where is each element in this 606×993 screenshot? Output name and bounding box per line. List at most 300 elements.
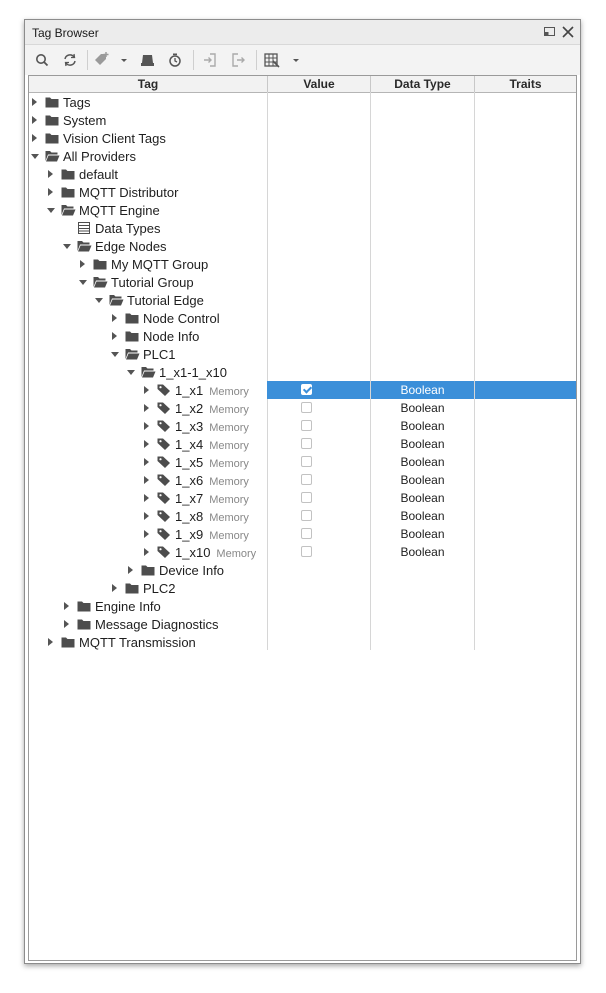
tag-name: MQTT Engine [79,203,160,218]
refresh-icon[interactable] [61,51,79,69]
tag-icon [157,528,171,540]
tag-name: Message Diagnostics [95,617,219,632]
value-cell [267,327,370,345]
expand-arrow-icon[interactable] [144,530,149,538]
tree-row[interactable] [29,111,577,129]
tree-cell [29,147,267,165]
tag-source-type: Memory [209,476,249,488]
tree-cell [29,615,267,633]
table-dropdown-icon[interactable] [291,51,301,69]
data-type-cell [371,471,474,489]
tree-row[interactable] [29,615,577,633]
history-icon[interactable] [166,51,184,69]
data-type-value: Boolean [400,473,445,487]
tree-item-label[interactable] [63,95,90,110]
tag-name: Node Control [143,311,220,326]
tree-cell [29,381,267,399]
data-type-cell [371,525,474,543]
tree-cell [29,111,267,129]
tree-row[interactable] [29,219,577,237]
tree-row[interactable] [29,561,577,579]
traits-cell [475,579,577,597]
tree-row[interactable] [29,525,577,543]
tag-name: Node Info [143,329,200,344]
data-type-value: Boolean [400,527,445,541]
data-type-cell [371,363,474,381]
tree-item-label[interactable] [79,203,160,218]
tree-item-label[interactable] [79,167,118,182]
value-cell [267,219,370,237]
tree-item-label[interactable] [175,509,249,524]
tag-icon [157,402,171,414]
traits-cell [475,345,577,363]
traits-cell [475,219,577,237]
expand-arrow-icon[interactable] [144,512,149,520]
expand-arrow-icon[interactable] [32,134,37,142]
value-cell [267,309,370,327]
tree-item-label[interactable] [143,311,220,326]
expand-arrow-icon[interactable] [112,584,117,592]
tree-cell [29,489,267,507]
folder-open-icon [45,150,59,162]
collapse-arrow-icon[interactable] [127,370,135,375]
tree-cell [29,561,267,579]
tree-item-label[interactable] [175,383,249,398]
folder-icon [61,186,75,198]
tree-item-label[interactable] [143,329,199,344]
tree-row[interactable] [29,201,577,219]
data-type-cell [371,183,474,201]
data-type-value: Boolean [400,419,445,433]
value-checkbox[interactable] [301,474,312,485]
tree-row[interactable] [29,363,577,381]
tree-item-label[interactable] [95,617,219,632]
folder-open-icon [93,276,107,288]
value-cell [267,345,370,363]
data-type-cell [371,165,474,183]
traits-cell [475,435,577,453]
folder-icon [141,564,155,576]
tag-source-type: Memory [209,386,249,398]
tag-name: 1_x6 [175,473,204,488]
data-type-value: Boolean [400,509,445,523]
tree-row[interactable] [29,129,577,147]
data-type-cell [371,435,474,453]
expand-arrow-icon[interactable] [144,494,149,502]
tag-name: 1_x2 [175,401,204,416]
tree-cell [29,219,267,237]
traits-cell [475,525,577,543]
traits-cell [475,201,577,219]
value-checkbox[interactable] [301,528,312,539]
tag-name: 1_x1 [175,383,204,398]
expand-arrow-icon[interactable] [144,422,149,430]
tag-source-type: Memory [209,494,249,506]
tree-cell [29,453,267,471]
collapse-arrow-icon[interactable] [95,298,103,303]
folder-open-icon [125,348,139,360]
tree-cell [29,471,267,489]
close-icon[interactable] [561,25,575,39]
search-icon[interactable] [33,51,51,69]
data-type-cell [371,93,474,111]
tag-name: MQTT Transmission [79,635,196,650]
tag-source-type: Memory [209,440,249,452]
tag-name: Tutorial Edge [127,293,204,308]
add-tag-dropdown-icon[interactable] [119,51,129,69]
value-cell[interactable] [267,399,370,417]
tag-tree-table [28,75,577,961]
tree-row[interactable] [29,507,577,525]
tree-row[interactable] [29,165,577,183]
value-cell[interactable] [267,417,370,435]
tree-item-label[interactable] [111,257,208,272]
tree-item-label[interactable] [159,365,227,380]
tree-item-label[interactable] [159,563,224,578]
folder-icon [45,96,59,108]
data-type-cell [371,597,474,615]
value-cell [267,633,370,651]
data-type-cell [371,237,474,255]
server-icon[interactable] [139,51,157,69]
toolbar [25,44,580,75]
tree-item-label[interactable] [175,455,249,470]
tag-source-type: Memory [216,548,257,560]
tree-item-label[interactable] [175,527,249,542]
tree-item-label[interactable] [175,419,249,434]
tree-cell [29,309,267,327]
data-type-cell [371,219,474,237]
tree-row[interactable] [29,543,577,561]
tree-row[interactable] [29,273,577,291]
expand-arrow-icon[interactable] [32,98,37,106]
expand-arrow-icon[interactable] [144,548,149,556]
add-tag-icon[interactable] [93,51,111,69]
tree-row[interactable] [29,597,577,615]
tree-cell [29,183,267,201]
folder-icon [45,114,59,126]
tag-icon [157,456,171,468]
traits-cell [475,165,577,183]
value-cell[interactable] [267,435,370,453]
tag-name: Edge Nodes [95,239,167,254]
value-cell [267,255,370,273]
tag-name: Engine Info [95,599,161,614]
data-type-value: Boolean [400,491,445,505]
folder-icon [125,582,139,594]
tree-row[interactable] [29,633,577,651]
tree-row[interactable] [29,471,577,489]
tree-cell [29,327,267,345]
expand-arrow-icon[interactable] [32,116,37,124]
value-cell[interactable] [267,489,370,507]
data-type-cell [371,579,474,597]
folder-icon [125,330,139,342]
tree-cell [29,633,267,651]
tree-cell [29,165,267,183]
expand-arrow-icon[interactable] [144,440,149,448]
value-cell [267,579,370,597]
data-type-cell [371,453,474,471]
column-header-value[interactable]: Value [268,76,371,92]
expand-arrow-icon[interactable] [144,458,149,466]
tree-item-label[interactable] [79,635,196,650]
value-checkbox[interactable] [301,546,312,557]
tree-item-label[interactable] [95,599,161,614]
value-cell [267,111,370,129]
expand-arrow-icon[interactable] [128,566,133,574]
tag-name: default [79,167,119,182]
value-cell [267,129,370,147]
traits-cell [475,471,577,489]
tree-row[interactable] [29,435,577,453]
collapse-arrow-icon[interactable] [31,154,39,159]
value-cell [267,93,370,111]
tree-row[interactable] [29,183,577,201]
value-cell [267,291,370,309]
expand-arrow-icon[interactable] [48,188,53,196]
tree-cell [29,525,267,543]
tree-item-label[interactable] [79,185,178,200]
data-type-cell [371,255,474,273]
folder-icon [45,132,59,144]
tree-cell [29,399,267,417]
tree-row[interactable] [29,255,577,273]
window-title: Tag Browser [32,26,99,40]
expand-arrow-icon[interactable] [64,602,69,610]
traits-cell [475,237,577,255]
column-divider [576,92,577,650]
tag-browser-panel [24,19,581,964]
tree-item-label[interactable] [95,221,161,236]
tree-cell [29,597,267,615]
tree-row[interactable] [29,399,577,417]
value-cell [267,273,370,291]
tag-name: 1_x5 [175,455,204,470]
expand-arrow-icon[interactable] [112,332,117,340]
column-header-data-type[interactable]: Data Type [371,76,475,92]
traits-cell [475,309,577,327]
tag-name: 1_x8 [175,509,204,524]
value-checkbox[interactable] [301,510,312,521]
traits-cell [475,597,577,615]
value-cell [267,147,370,165]
tree-item-label[interactable] [143,581,176,596]
tag-icon [157,474,171,486]
collapse-arrow-icon[interactable] [47,208,55,213]
tag-icon [157,420,171,432]
data-type-cell [371,111,474,129]
tag-icon [157,438,171,450]
tree-item-label[interactable] [175,545,256,560]
traits-cell [475,327,577,345]
data-type-cell [371,615,474,633]
value-checkbox[interactable] [301,384,312,395]
folder-open-icon [77,240,91,252]
tree-cell [29,201,267,219]
data-type-cell [371,273,474,291]
value-cell[interactable] [267,453,370,471]
tree-row[interactable] [29,309,577,327]
tag-name: My MQTT Group [111,257,209,272]
expand-arrow-icon[interactable] [48,170,53,178]
traits-cell [475,633,577,651]
traits-cell [475,273,577,291]
value-cell [267,597,370,615]
tag-name: Data Types [95,221,161,236]
tree-cell [29,345,267,363]
tree-cell [29,579,267,597]
data-type-cell [371,417,474,435]
traits-cell [475,615,577,633]
tag-icon [157,510,171,522]
value-checkbox[interactable] [301,402,312,413]
expand-arrow-icon[interactable] [144,386,149,394]
expand-arrow-icon[interactable] [64,620,69,628]
tree-cell [29,363,267,381]
tag-name: 1_x4 [175,437,204,452]
tag-name: 1_x1-1_x10 [159,365,227,380]
tree-row[interactable] [29,327,577,345]
tree-row[interactable] [29,381,577,399]
tag-source-type: Memory [209,530,249,542]
data-type-cell [371,129,474,147]
traits-cell [475,111,577,129]
tree-item-label[interactable] [175,437,249,452]
collapse-arrow-icon[interactable] [63,244,71,249]
data-type-cell [371,489,474,507]
data-type-cell [371,399,474,417]
traits-cell [475,489,577,507]
expand-arrow-icon[interactable] [112,314,117,322]
tree-row[interactable] [29,237,577,255]
expand-arrow-icon[interactable] [144,476,149,484]
tree-row[interactable] [29,417,577,435]
traits-cell [475,399,577,417]
tree-item-label[interactable] [111,275,194,290]
title-bar [25,20,580,44]
value-cell[interactable] [267,543,370,561]
tag-name: All Providers [63,149,136,164]
column-header-tag[interactable]: Tag [29,76,268,92]
float-window-icon[interactable] [543,25,557,39]
tag-name: PLC2 [143,581,176,596]
tag-source-type: Memory [209,512,249,524]
data-type-cell [371,327,474,345]
tree-cell [29,237,267,255]
tag-name: 1_x3 [175,419,204,434]
value-checkbox[interactable] [301,492,312,503]
data-type-cell [371,633,474,651]
folder-icon [125,312,139,324]
tree-item-label[interactable] [63,113,106,128]
tree-item-label[interactable] [175,401,249,416]
tree-cell [29,291,267,309]
tree-item-label[interactable] [127,293,204,308]
table-icon[interactable] [263,51,281,69]
data-type-cell [371,147,474,165]
tree-row[interactable] [29,147,577,165]
tag-icon [157,384,171,396]
column-header-traits[interactable]: Traits [509,77,542,91]
tag-icon [157,492,171,504]
traits-cell [475,183,577,201]
data-type-value: Boolean [400,383,445,397]
value-cell[interactable] [267,507,370,525]
value-cell [267,561,370,579]
data-type-cell [371,291,474,309]
collapse-arrow-icon[interactable] [111,352,119,357]
tag-name: Vision Client Tags [63,131,166,146]
data-type-cell [371,561,474,579]
value-cell[interactable] [267,381,370,399]
collapse-arrow-icon[interactable] [79,280,87,285]
traits-cell [475,417,577,435]
tree-row[interactable] [29,291,577,309]
traits-cell [475,255,577,273]
folder-icon [61,168,75,180]
traits-cell [475,363,577,381]
tree-item-label[interactable] [175,491,249,506]
tag-name: Tags [63,95,91,110]
traits-cell [475,543,577,561]
data-types-icon [77,222,91,234]
value-cell[interactable] [267,525,370,543]
traits-cell [475,507,577,525]
tree-row[interactable] [29,453,577,471]
import-icon[interactable] [201,51,219,69]
value-checkbox[interactable] [301,420,312,431]
tree-row[interactable] [29,579,577,597]
value-checkbox[interactable] [301,438,312,449]
tree-cell [29,255,267,273]
tag-source-type: Memory [209,404,249,416]
value-cell [267,237,370,255]
tree-cell [29,273,267,291]
tree-item-label[interactable] [175,473,249,488]
tree-cell [29,93,267,111]
data-type-cell [371,507,474,525]
tag-name: PLC1 [143,347,176,362]
data-type-value: Boolean [400,545,445,559]
tree-row[interactable] [29,489,577,507]
folder-open-icon [61,204,75,216]
tree-row[interactable] [29,93,577,111]
expand-arrow-icon[interactable] [144,404,149,412]
tree-item-label[interactable] [63,149,136,164]
data-type-value: Boolean [400,455,445,469]
export-icon[interactable] [229,51,247,69]
data-type-cell [371,201,474,219]
tree-row[interactable] [29,345,577,363]
tag-source-type: Memory [209,458,249,470]
expand-arrow-icon[interactable] [48,638,53,646]
tree-item-label[interactable] [63,131,166,146]
value-cell[interactable] [267,471,370,489]
tree-cell [29,129,267,147]
tag-name: System [63,113,107,128]
tree-item-label[interactable] [95,239,167,254]
value-checkbox[interactable] [301,456,312,467]
tag-name: 1_x9 [175,527,204,542]
expand-arrow-icon[interactable] [80,260,85,268]
data-type-value: Boolean [400,437,445,451]
tree-cell [29,543,267,561]
folder-icon [93,258,107,270]
traits-cell [475,453,577,471]
tree-item-label[interactable] [143,347,176,362]
toolbar-separator [87,50,88,70]
